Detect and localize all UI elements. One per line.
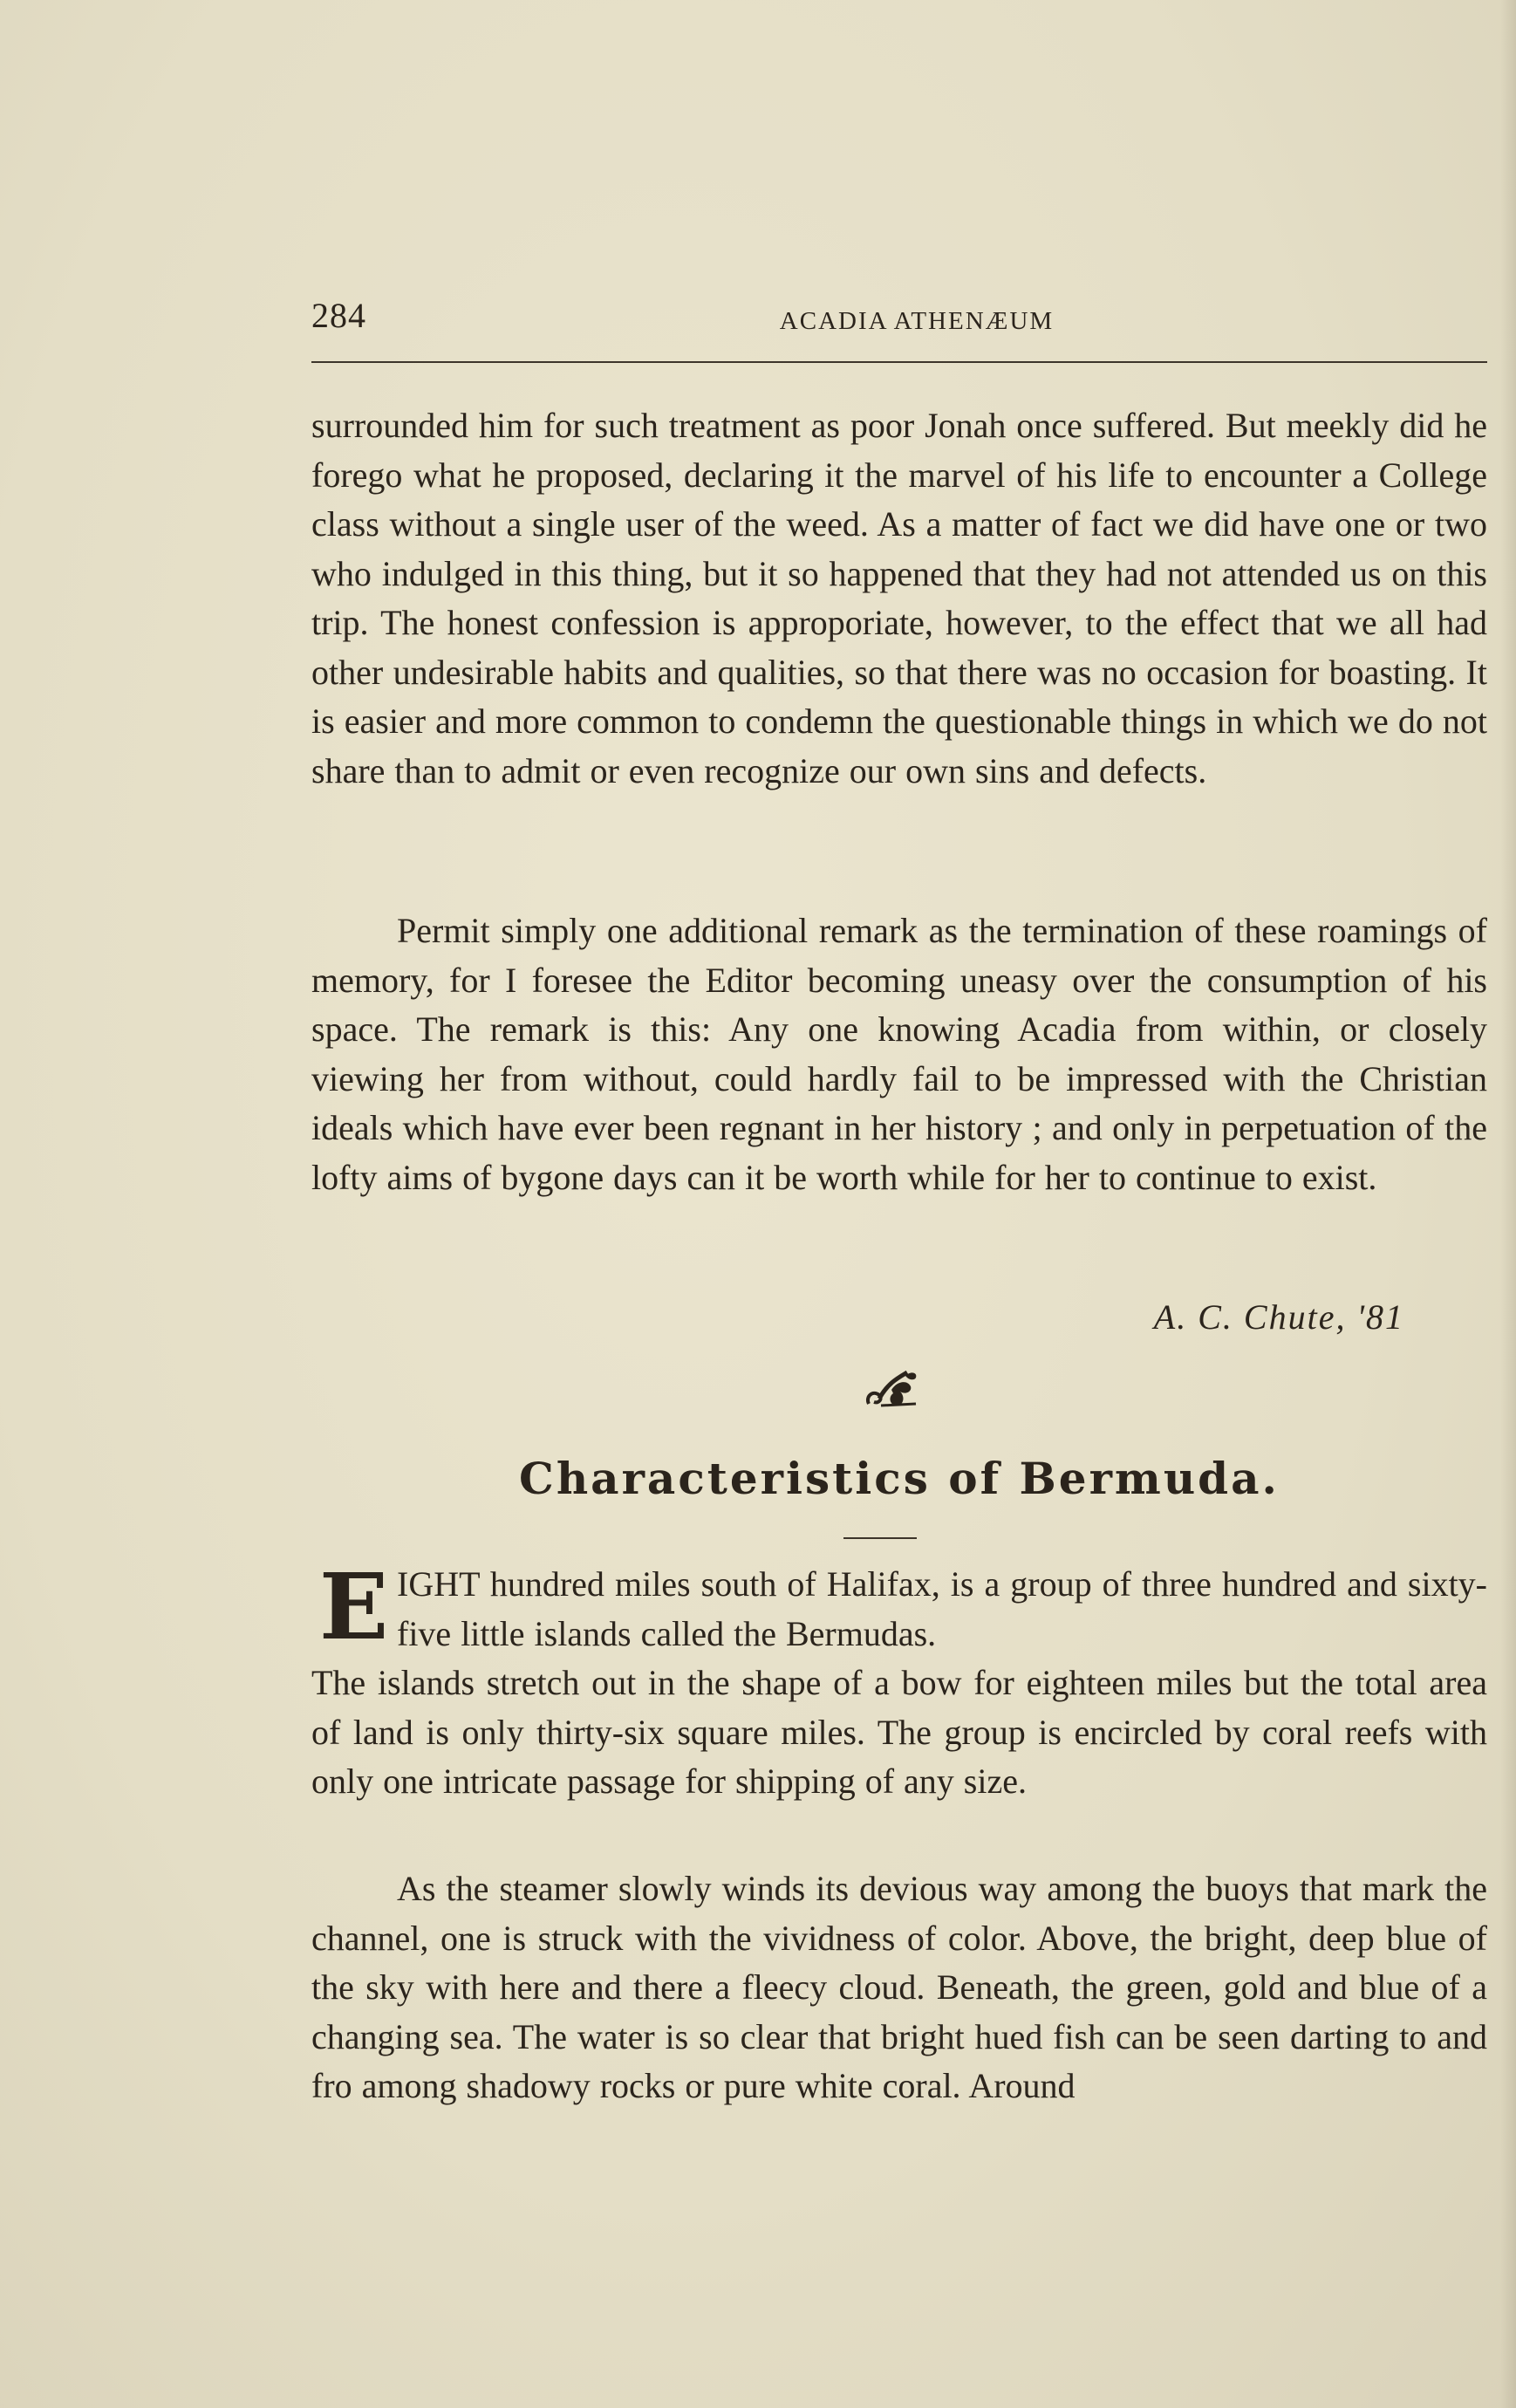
author-signature: A. C. Chute, '81 [1153,1297,1404,1337]
paragraph-text: The islands stretch out in the shape of a bow for eighteen miles but the total area of land is only thirty-six square miles. The group is encircled by coral reefs with only one intricate passage for shipping of any size. [311,1663,1487,1801]
article-title: Characteristics of Bermuda. [519,1453,1280,1504]
paragraph-text: surrounded him for such treatment as poor Jonah once suffered. But meekly did he forego what he proposed, declaring it the marvel of his life to encounter a College class without a single user of the weed. As a matter of fact we did have one or two who indulged in this thing, but it so happened that they had not attended us on this trip. The honest confession is approporiate, however, to the effect that we all had other undesirable habits and qualities, so that there was no occasion for boasting. It is easier and more common to condemn the questionable things in which we do not share than to admit or even recognize our own sins and defects. [311,406,1487,790]
page-number: 284 [311,296,366,335]
page-edge-shadow [1500,0,1516,2408]
title-rule [843,1537,917,1539]
header-rule [311,361,1487,363]
paragraph-steamer [311,1864,1487,2111]
paragraph-text: Permit simply one additional remark as the termination of these roamings of memory, for I foresee the Editor becoming uneasy over the consumption of his space. The remark is this: Any one knowing Acadia from within, or closely viewing her from without, could hardly fail to be impressed with the Christian ideals which have ever been regnant in her history ; and only in perpetuation of the lofty aims of bygone days can it be worth while for her to continue to exist. [311,911,1487,1197]
fleuron-ornament-icon [862,1365,923,1414]
paragraph-continuation [311,401,1487,796]
running-head: ACADIA ATHENÆUM [779,307,1055,335]
dropcap [314,1553,398,1660]
dropcap-letter: E [319,1553,389,1660]
paragraph-text: IGHT hundred miles south of Halifax, is a group of three hundred and sixty-five little islands called the Bermudas. [397,1564,1487,1653]
paragraph-text: As the steamer slowly winds its devious way among the buoys that mark the channel, one is struck with the vividness of color. Above, the bright, deep blue of the sky with here and there a fleecy cloud. Beneath, the green, gold and blue of a changing sea. The water is so clear that bright hued fish can be seen darting to and fro among shadowy rocks or pure white coral. Around [311,1869,1487,2105]
paragraph-opening-continued [311,1659,1487,1807]
page-header [311,295,1487,356]
paragraph-opening [397,1560,1487,1659]
paragraph-closing-remark [311,906,1487,1202]
